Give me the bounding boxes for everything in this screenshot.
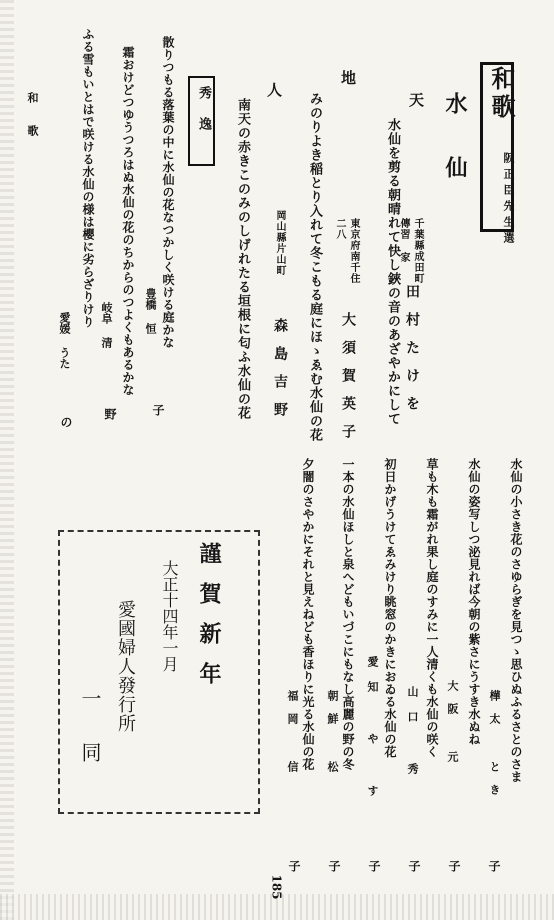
poem-ten: 水仙を剪る朝晴れて快し鋏の音のあざやかにして (385, 118, 400, 426)
rank-jin: 人 (265, 82, 283, 97)
school2-ten: 家 (398, 252, 409, 263)
lower-poem-2: 水仙の姿写しつ泌見れば今朝の紫さにうすき水ぬね (467, 458, 481, 746)
shuitsu-poem-1: 散りつもる落葉の中に水仙の花なつかしく咲ける庭かな (161, 36, 175, 349)
author-jin: 森島吉野 (272, 318, 288, 430)
school-ten: 傳習 (398, 218, 409, 240)
lower-suffix-5: 子 (327, 860, 341, 872)
greeting-title: 謹賀新年 (196, 542, 222, 702)
page-number: 185 (269, 874, 284, 900)
shuitsu-suffix-2: 野 (103, 408, 117, 420)
lower-poem-4: 初日かげうけてゑみけり眺窓のかきにおゐる水仙の花 (383, 458, 397, 758)
lower-suffix-6: 子 (287, 860, 301, 872)
lower-poem-5: 一本の水仙ほしと泉へどもいづこにもなし高麗の野の冬 (341, 458, 355, 771)
lower-author-4: 愛知 や す (366, 656, 379, 810)
shuitsu-author-1: 豊橋 恒 (144, 288, 157, 334)
lower-author-1: 樺太 とき (488, 690, 501, 807)
author-ten: 田村たけを (404, 284, 420, 424)
lower-author-3: 山口 秀 (406, 686, 419, 788)
address2-chi: 二八 (334, 218, 345, 240)
selector-credit: 阪正臣先生選 (502, 152, 515, 248)
rank-ten: 天 (407, 92, 425, 107)
shuitsu-suffix-3: の (59, 416, 73, 428)
theme-title: 水仙 (442, 92, 468, 220)
rank-chi: 地 (339, 70, 357, 85)
lower-author-2: 大阪 元 (446, 680, 459, 774)
lower-suffix-1: 子 (487, 860, 501, 872)
greeting-all: 一同 (78, 688, 102, 796)
section-title: 和歌 (487, 66, 516, 122)
lower-author-6: 福岡 信 (286, 690, 299, 784)
address-ten: 千葉縣成田町 (412, 218, 423, 284)
greeting-date: 大正十四年一月 (160, 560, 179, 672)
greeting-sender: 愛國婦人發行所 (115, 600, 136, 733)
address-chi: 東京府南千住 (348, 218, 359, 284)
lower-suffix-2: 子 (447, 860, 461, 872)
address-jin: 岡山縣片山町 (274, 210, 285, 276)
lower-suffix-3: 子 (407, 860, 421, 872)
shuitsu-author-2: 岐阜 清 (100, 302, 113, 348)
bottom-author: 和歌 (26, 92, 39, 158)
shuitsu-suffix-1: 子 (151, 404, 165, 416)
poem-chi: みのりよき稲とり入れて冬こもる庭にほゝゑむ水仙の花 (307, 92, 322, 442)
shuitsu-author-3: 愛媛 うた (58, 312, 71, 369)
lower-suffix-4: 子 (367, 860, 381, 872)
lower-poem-1: 水仙の小さき花のさゆらぎを見つゝ思ひぬふるさとのさま (509, 458, 523, 783)
shuitsu-poem-2: 霜おけどつゆうつろはぬ水仙の花のちからのつよくもあるかな (121, 46, 135, 396)
lower-poem-3: 草も木も霜がれ果し庭のすみに一人清くも水仙の咲く (425, 458, 439, 758)
lower-author-5: 朝鮮 松 (326, 690, 339, 784)
shuitsu-poem-3: ふる雪もいとはで咲ける水仙の様は櫻に劣らざりけり (81, 28, 95, 328)
author-chi: 大須賀英子 (340, 312, 356, 452)
scan-edge-left (0, 0, 14, 920)
lower-poem-6: 夕闇のさやかにそれと見えねども香ほりに光る水仙の花 (301, 458, 315, 771)
poem-jin: 南天の赤きこのみのしげれたる垣根に匂ふ水仙の花 (235, 98, 250, 420)
shuitsu-label: 秀逸 (196, 86, 211, 148)
